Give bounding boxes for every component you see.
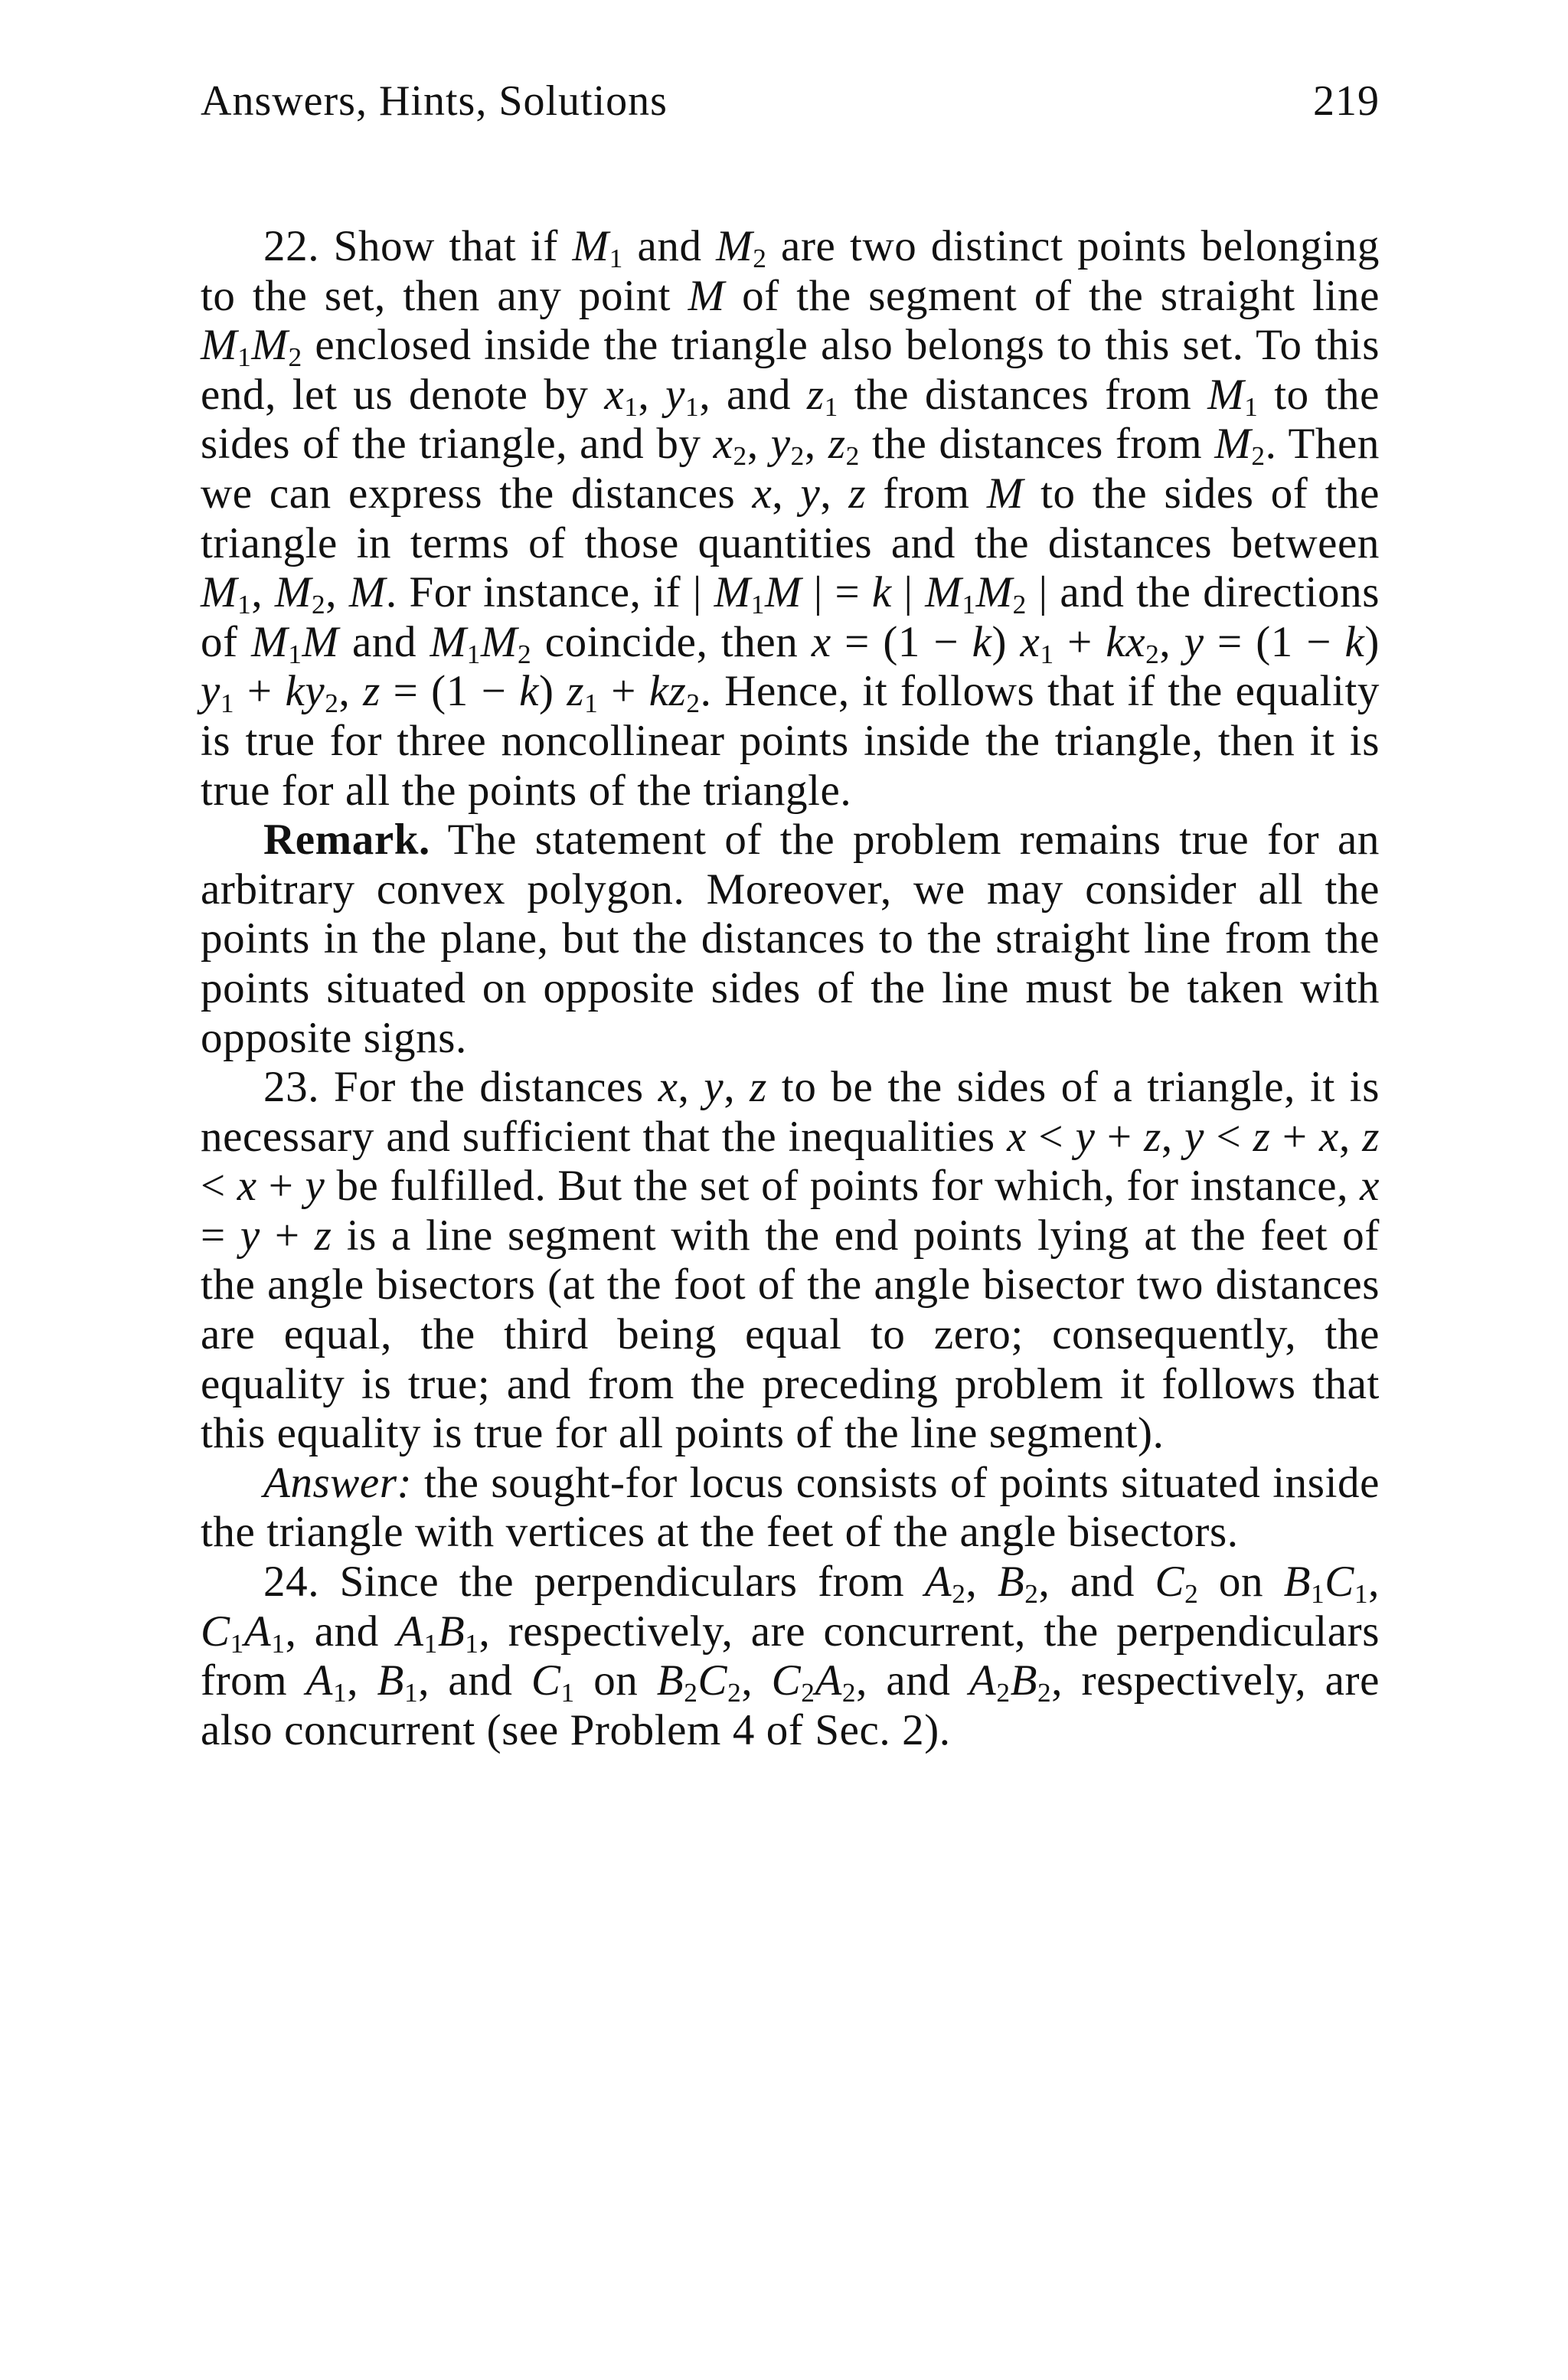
page-number: 219: [1313, 77, 1380, 125]
problem-text: Show that if $M_1$ and $M_2$ are two distinct points belonging to the set, then any point M of the segment of the straight line $M_1M_2$ enclosed inside the triangle also belongs to this set. To this end, let us denote by $x_1$, $y_1$, and $z_1$ the distances from $M_1$ to the sides of the triangle, and by $x_2$, $y_2$, $z_2$ the distances from $M_2$. Then we can express the distances x, y, z from M to the sides of the triangle in terms of those quantities and the distances between $M_1$, $M_2$, M. For instance, if | $M_1M$ | = k | $M_1M_2$ | and the directions of $M_1M$ and $M_1M_2$ coincide, then x = (1 − k) $x_1 + kx_2$, y = (1 − k) $y_1 + ky_2$, z = (1 − k) $z_1 + kz_2$. Hence, it follows that if the equality is true for three noncollinear points inside the triangle, then it is true for all the points of the triangle.: [201, 222, 1380, 815]
running-title: Answers, Hints, Solutions: [201, 77, 668, 125]
problem-23-solution: [201, 1063, 1380, 1459]
problem-24-solution: [201, 1558, 1380, 1755]
answer-text: the sought-for locus consists of points situated inside the triangle with vertices at the feet of the angle bisectors.: [201, 1458, 1380, 1557]
remark-text: The statement of the problem remains true for an arbitrary convex polygon. Moreover, we may consider all the points in the plane, but the distances to the straight line from the points situated on opposite sides of the line must be taken with opposite signs.: [201, 816, 1380, 1062]
remark-label: Remark.: [263, 816, 430, 865]
book-page: [201, 77, 1380, 1755]
problem-number: 22.: [263, 222, 320, 270]
page-body: [201, 222, 1380, 1755]
answer-label: Answer:: [263, 1458, 413, 1507]
remark-paragraph: [201, 816, 1380, 1063]
problem-number: 23.: [263, 1063, 320, 1112]
answer-paragraph: [201, 1459, 1380, 1558]
page-header: [201, 77, 1380, 138]
problem-number: 24.: [263, 1558, 320, 1607]
problem-22-solution: [201, 222, 1380, 816]
problem-text: Since the perpendiculars from $A_2$, $B_2$, and $C_2$ on $B_1C_1$, $C_1A_1$, and $A_1B_1$, respectively, are concurrent, the perpendiculars from $A_1$, $B_1$, and $C_1$ on $B_2C_2$, $C_2A_2$, and $A_2B_2$, respectively, are also concurrent (see Problem 4 of Sec. 2).: [201, 1558, 1380, 1754]
problem-text: For the distances x, y, z to be the sides of a triangle, it is necessary and sufficient that the inequalities x < y + z, y < z + x, z < x + y be fulfilled. But the set of points for which, for instance, x = y + z is a line segment with the end points lying at the feet of the angle bisectors (at the foot of the angle bisector two distances are equal, the third being equal to zero; consequently, the equality is true; and from the preceding problem it follows that this equality is true for all points of the line segment).: [201, 1063, 1380, 1458]
